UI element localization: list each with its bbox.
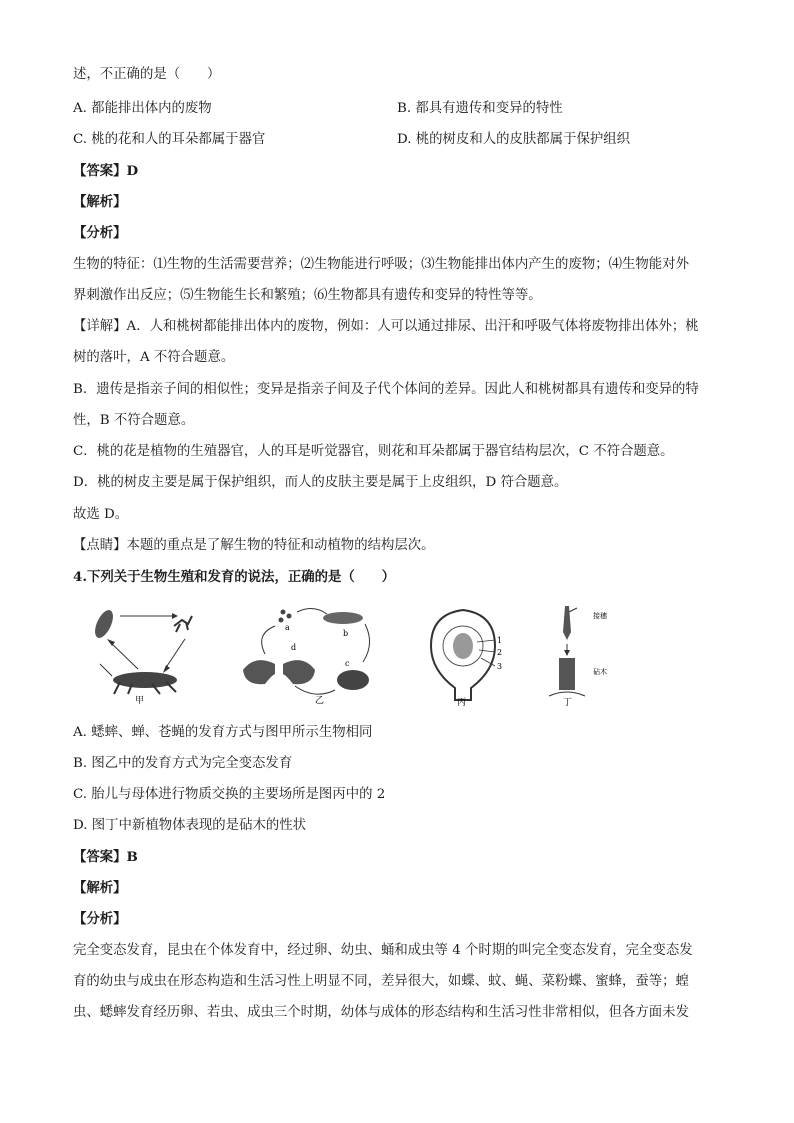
figure-jia-label: 甲 bbox=[135, 696, 145, 706]
q3-fenxi-line-2: 界刺激作出反应；⑸生物能生长和繁殖；⑹生物都具有遗传和变异的特性等等。 bbox=[73, 288, 542, 303]
figure-ding-label: 丁 bbox=[563, 698, 573, 706]
q4-fenxi-line-3: 虫、蟋蟀发育经历卵、若虫、成虫三个时期，幼体与成体的形态结构和生活习性非常相似，但各方面未发 bbox=[73, 1005, 689, 1020]
q4-figures bbox=[90, 604, 730, 706]
larva-icon bbox=[323, 612, 363, 624]
q4-answer: 【答案】B bbox=[73, 849, 138, 865]
q3-answer: 【答案】D bbox=[73, 163, 139, 179]
q3-analysis-label: 【解析】 bbox=[73, 194, 127, 210]
q3-dianjing: 【点睛】本题的重点是了解生物的特征和动植物的结构层次。 bbox=[73, 538, 435, 553]
q3-fenxi-line-1: 生物的特征：⑴生物的生活需要营养；⑵生物能进行呼吸；⑶生物能排出体内产生的废物；⑷生物能对外 bbox=[73, 257, 689, 272]
bing-marker-1: 1 bbox=[497, 636, 503, 645]
q3-fenxi-label: 【分析】 bbox=[73, 225, 127, 241]
q4-stem: 4.下列关于生物生殖和发育的说法，正确的是（ ） bbox=[73, 569, 395, 585]
q3-detail-line-3: B．遗传是指亲子间的相似性；变异是指亲子间及子代个体间的差异。因此人和桃树都具有遗传和变异的特 bbox=[73, 382, 699, 397]
stage-d-label: d bbox=[291, 643, 297, 652]
nymph-icon bbox=[174, 616, 192, 632]
figure-yi-label: 乙 bbox=[315, 696, 325, 706]
ding-rootstock-label: 砧木 bbox=[593, 668, 607, 676]
ding-scion-label: 接穗 bbox=[593, 612, 607, 620]
q4-option-b: B. 图乙中的发育方式为完全变态发育 bbox=[73, 756, 293, 771]
egg-pod-icon bbox=[91, 607, 116, 640]
q4-analysis-label: 【解析】 bbox=[73, 880, 127, 896]
q3-detail-line-1: 【详解】A．人和桃树都能排出体内的废物，例如：人可以通过排尿、出汗和呼吸气体将废物排出体外；桃 bbox=[73, 319, 699, 334]
q3-detail-line-5: C．桃的花是植物的生殖器官，人的耳是听觉器官，则花和耳朵都属于器官结构层次，C 不符合题意。 bbox=[73, 444, 674, 459]
figure-jia-grasshopper-cycle bbox=[90, 604, 210, 706]
q3-option-b: B. 都具有遗传和变异的特性 bbox=[397, 101, 563, 116]
figure-bing-label: 丙 bbox=[457, 698, 467, 706]
stage-b-label: b bbox=[343, 629, 349, 638]
q3-stem-tail: 述，不正确的是（ ） bbox=[73, 67, 221, 82]
egg-icon bbox=[281, 610, 286, 615]
grasshopper-icon bbox=[113, 672, 177, 688]
stage-a-label: a bbox=[285, 623, 290, 632]
bing-marker-2: 2 bbox=[497, 648, 503, 657]
q3-option-c: C. 桃的花和人的耳朵都属于器官 bbox=[73, 132, 266, 147]
butterfly-icon bbox=[243, 660, 275, 684]
stage-c-label: c bbox=[345, 659, 350, 668]
q3-detail-line-2: 树的落叶，A 不符合题意。 bbox=[73, 350, 235, 365]
pupa-icon bbox=[337, 670, 369, 690]
q4-fenxi-line-2: 育的幼虫与成虫在形态构造和生活习性上明显不同，差异很大，如蝶、蚊、蝇、菜粉蝶、蜜蜂，蚕等；蝗 bbox=[73, 974, 689, 989]
q4-fenxi-label: 【分析】 bbox=[73, 911, 127, 927]
figure-yi-butterfly-cycle bbox=[235, 604, 385, 706]
figure-bing-uterus bbox=[425, 604, 525, 706]
figure-ding-grafting bbox=[545, 604, 635, 706]
q3-detail-line-7: 故选 D。 bbox=[73, 507, 129, 522]
q4-option-d: D. 图丁中新植物体表现的是砧木的性状 bbox=[73, 818, 307, 833]
rootstock-icon bbox=[559, 658, 575, 690]
fetus-icon bbox=[453, 633, 473, 659]
q4-option-c: C. 胎儿与母体进行物质交换的主要场所是图丙中的 2 bbox=[73, 787, 386, 802]
bing-marker-3: 3 bbox=[497, 662, 503, 671]
q4-option-a: A. 蟋蟀、蝉、苍蝇的发育方式与图甲所示生物相同 bbox=[73, 725, 373, 740]
q3-detail-line-6: D．桃的树皮主要是属于保护组织，而人的皮肤主要是属于上皮组织，D 符合题意。 bbox=[73, 475, 568, 490]
q3-option-d: D. 桃的树皮和人的皮肤都属于保护组织 bbox=[397, 132, 631, 147]
q4-fenxi-line-1: 完全变态发育，昆虫在个体发育中，经过卵、幼虫、蛹和成虫等 4 个时期的叫完全变态发育，完全变态发 bbox=[73, 943, 693, 958]
q3-option-a: A. 都能排出体内的废物 bbox=[73, 101, 212, 116]
q3-detail-line-4: 性，B 不符合题意。 bbox=[73, 413, 195, 428]
